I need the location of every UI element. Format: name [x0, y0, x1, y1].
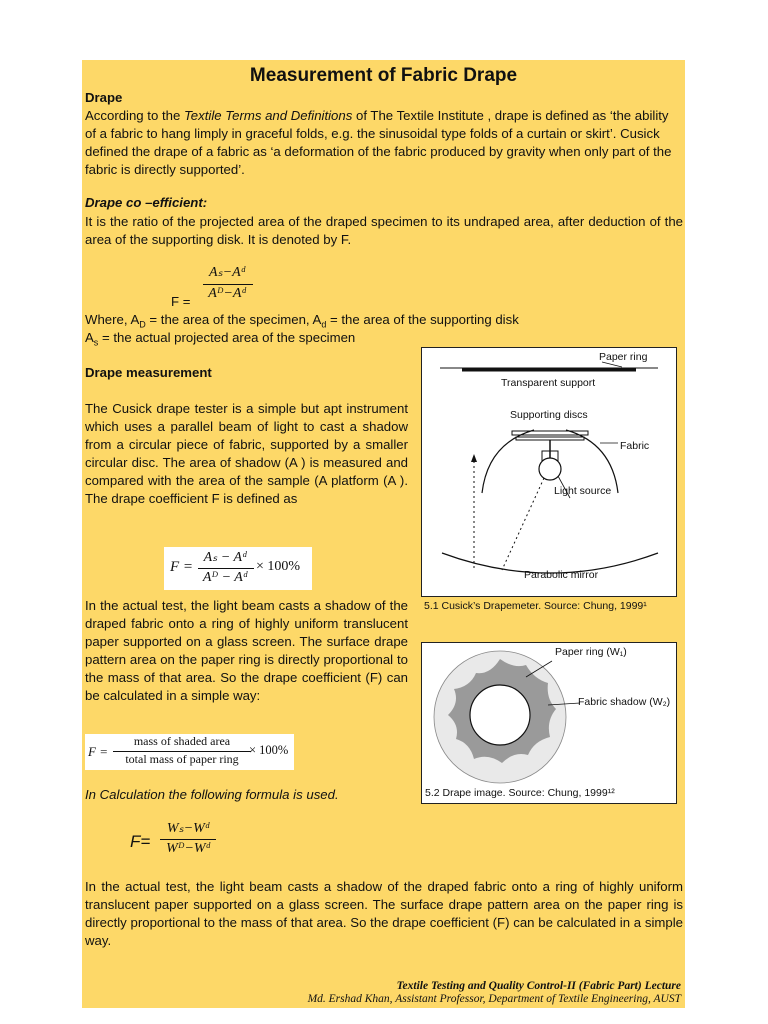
calculation-text: In Calculation the following formula is used. [85, 787, 339, 802]
footer-course: Textile Testing and Quality Control-II (Fabric Part) Lecture [396, 980, 681, 992]
measurement-heading: Drape measurement [85, 365, 212, 380]
page-title: Measurement of Fabric Drape [249, 65, 518, 86]
formula2-denominator: Aᴰ − Aᵈ [202, 570, 248, 585]
formula4-denominator: Wᴰ−Wᵈ [166, 841, 210, 856]
formula1-denominator: Aᴰ−Aᵈ [208, 286, 246, 301]
formula4-numerator: Wₛ−Wᵈ [166, 821, 210, 836]
actual-test-paragraph-2: In the actual test, the light beam casts a shadow of the draped fabric onto a ring of highly uniform translucent paper supported on a glass screen. The surface drape pattern area on the paper ring is directly proportional to the mass of that area. So the drape coefficient (F) can be calculated in a simple way. [85, 879, 683, 948]
actual-test-paragraph-1: In the actual test, the light beam casts a shadow of the draped fabric onto a ring of highly uniform translucent paper supported on a glass screen. The surface drape pattern area on the paper ring is directly proportional to the mass of that area. So the drape coefficient (F) can be calculated in a simple way: [85, 598, 408, 703]
formula1-lhs: F = [171, 294, 191, 309]
where-line-2: $A_s$ = the actual projected area of the specimen [85, 330, 356, 348]
formula4-line [160, 839, 216, 840]
intro-paragraph: According to the Textile Terms and Definitions of The Textile Institute , drape is defined as ‘the ability of a fabric to hang limply in graceful folds, e.g. the sinusoidal type folds of a curtain or skirt’. Cusick defined the drape of a fabric as ‘a deformation of the fabric produced by gravity when only part of the fabric is directly supported’. [85, 108, 672, 177]
formula2-line [198, 568, 254, 569]
cusick-paragraph: The Cusick drape tester is a simple but apt instrument which uses a parallel beam of light to cast a shadow from a circular piece of fabric, supported by a smaller circular disc. The area of shadow (A ) is measured and compared with the area of the sample (A platform (A ). The drape coefficient F is defined as [85, 401, 408, 506]
coefficient-text: It is the ratio of the projected area of the draped specimen to its undraped area, after deduction of the area of the supporting disk. It is denoted by F. [85, 214, 683, 247]
label-fabric: Fabric [620, 440, 650, 452]
footer-author: Md. Ershad Khan, Assistant Professor, Department of Textile Engineering, AUST [307, 993, 681, 1005]
label-paper-ring-w1: Paper ring (W₁) [555, 646, 627, 658]
label-light-source: Light source [554, 485, 612, 497]
label-fabric-shadow-w2: Fabric shadow (W₂) [578, 696, 671, 708]
label-supporting-discs: Supporting discs [510, 409, 588, 421]
label-paper-ring: Paper ring [599, 351, 648, 363]
figure-drapemeter [421, 347, 677, 597]
document-page [82, 60, 685, 1008]
formula3-box [85, 734, 294, 770]
formula3-numerator: mass of shaded area [133, 734, 231, 748]
formula3-tail: × 100% [249, 743, 289, 757]
formula2-numerator: Aₛ − Aᵈ [203, 550, 247, 565]
coefficient-heading: Drape co –efficient: [85, 195, 208, 210]
where-line-1: Where, $A_D$ = the area of the specimen, $A_d$ = the area of the supporting disk [85, 312, 519, 330]
formula1-numerator: Aₛ−Aᵈ [208, 265, 246, 280]
figure2-caption: 5.2 Drape image. Source: Chung, 1999¹² [425, 787, 615, 799]
drape-heading: Drape [85, 90, 123, 105]
figure-drape-image [421, 642, 677, 804]
label-parabolic-mirror: Parabolic mirror [524, 569, 599, 581]
formula2-lhs: F = [170, 559, 194, 575]
formula2-box [164, 547, 312, 590]
formula4-lhs: F= [130, 832, 151, 851]
figure1-caption: 5.1 Cusick’s Drapemeter. Source: Chung, 1999¹ [424, 600, 647, 612]
formula1-fraction-line [203, 284, 253, 285]
formula2-tail: × 100% [256, 559, 301, 574]
formula3-denominator: total mass of paper ring [125, 752, 239, 766]
formula3-lhs: F = [88, 744, 108, 759]
label-transparent-support: Transparent support [501, 377, 596, 389]
drape-image-diagram [422, 643, 676, 803]
